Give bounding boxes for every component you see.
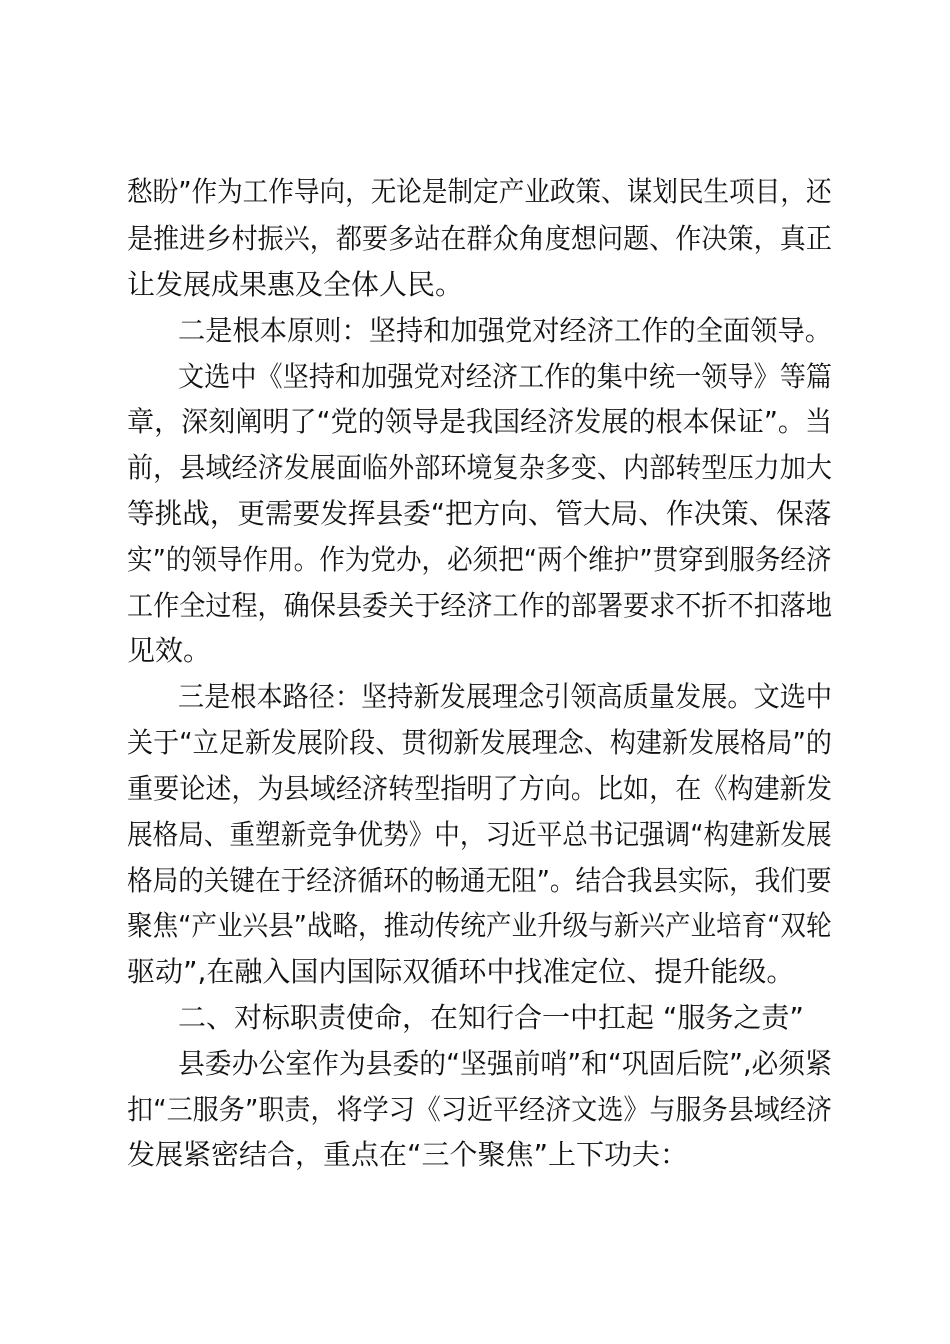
text-line-7: 前，县域经济发展面临外部环境复杂多变、内部转型压力加大 (127, 451, 832, 484)
text-line-10: 工作全过程，确保县委关于经济工作的部署要求不折不扣落地 (127, 589, 832, 622)
text-line-8: 等挑战，更需要发挥县委“把方向、管大局、作决策、保落 (127, 497, 832, 530)
section-heading-2: 二是根本原则：坚持和加强党对经济工作的全面领导。 (178, 314, 833, 347)
text-line-13: 关于“立足新发展阶段、贯彻新发展理念、构建新发展格局”的 (127, 726, 833, 759)
text-line-5: 文选中《坚持和加强党对经济工作的集中统一领导》等篇 (178, 360, 833, 393)
text-line-15: 展格局、重塑新竞争优势》中，习近平总书记强调“构建新发展 (127, 818, 832, 851)
text-line-3: 让发展成果惠及全体人民。 (127, 268, 464, 301)
text-line-2: 是推进乡村振兴，都要多站在群众角度想问题、作决策，真正 (127, 222, 832, 255)
text-line-18: 驱动”,在融入国内国际双循环中找准定位、提升能级。 (127, 955, 795, 988)
text-line-9: 实”的领导作用。作为党办，必须把“两个维护”贯穿到服务经济 (127, 543, 832, 576)
text-line-14: 重要论述，为县域经济转型指明了方向。比如，在《构建新发 (127, 772, 832, 805)
text-line-21: 扣“三服务”职责，将学习《习近平经济文选》与服务县域经济 (127, 1093, 833, 1126)
text-line-20: 县委办公室作为县委的“坚强前哨”和“巩固后院”,必须紧 (178, 1047, 832, 1080)
text-line-17: 聚焦“产业兴县”战略，推动传统产业升级与新兴产业培育“双轮 (127, 909, 832, 942)
text-line-16: 格局的关键在于经济循环的畅通无阻”。结合我县实际，我们要 (127, 864, 832, 897)
text-line-22: 发展紧密结合，重点在“三个聚焦”上下功夫： (127, 1138, 689, 1171)
text-line-1: 愁盼”作为工作导向，无论是制定产业政策、谋划民生项目，还 (127, 175, 832, 208)
chapter-heading-2: 二、对标职责使命，在知行合一中扛起 “服务之责” (178, 1001, 804, 1034)
text-line-11: 见效。 (127, 634, 212, 667)
text-line-6: 章，深刻阐明了“党的领导是我国经济发展的根本保证”。当 (127, 405, 833, 438)
section-heading-3: 三是根本路径：坚持新发展理念引领高质量发展。文选中 (178, 680, 833, 713)
